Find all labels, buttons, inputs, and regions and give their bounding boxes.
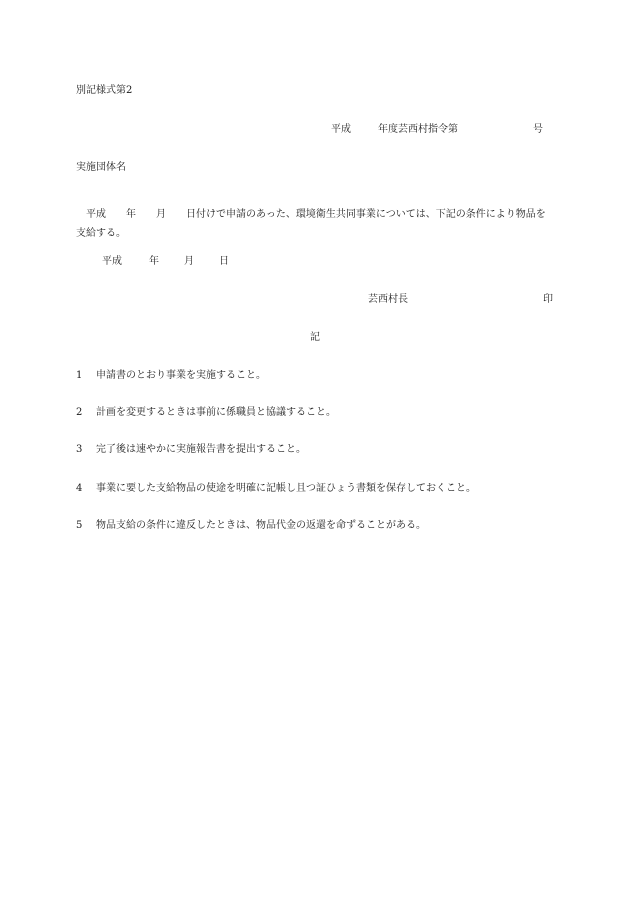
condition-number: 5 [76,520,83,531]
condition-text: 事業に要した支給物品の使途を明確に記帳し且つ証ひょう書類を保存しておくこと。 [96,483,476,494]
condition-number: 1 [76,370,83,381]
condition-text: 物品支給の条件に違反したときは、物品代金の返還を命ずることがある。 [96,520,426,531]
condition-number: 2 [76,407,83,418]
org-label: 実施団体名 [76,162,126,173]
order-ref-suffix: 号 [533,124,543,135]
signature-title: 芸西村長 [368,294,408,305]
order-ref-body: 年度芸西村指令第 [378,124,458,135]
main-paragraph: 平成 年 月 日付けで申請のあった、環境衛生共同事業については、下記の条件により物品を支給する。 [76,209,546,239]
condition-text: 計画を変更するときは事前に係職員と協議すること。 [96,407,336,418]
condition-number: 3 [76,444,83,455]
condition-text: 完了後は速やかに実施報告書を提出すること。 [96,444,306,455]
condition-text: 申請書のとおり事業を実施すること。 [96,370,266,381]
ki-heading: 記 [310,332,320,343]
date-era: 平成 [102,256,122,267]
condition-number: 4 [76,483,83,494]
form-label: 別記様式第2 [76,85,133,96]
date-day: 日 [219,256,229,267]
date-month: 月 [184,256,194,267]
signature-seal: 印 [543,294,553,305]
date-year: 年 [149,256,159,267]
order-ref-era: 平成 [331,124,351,135]
